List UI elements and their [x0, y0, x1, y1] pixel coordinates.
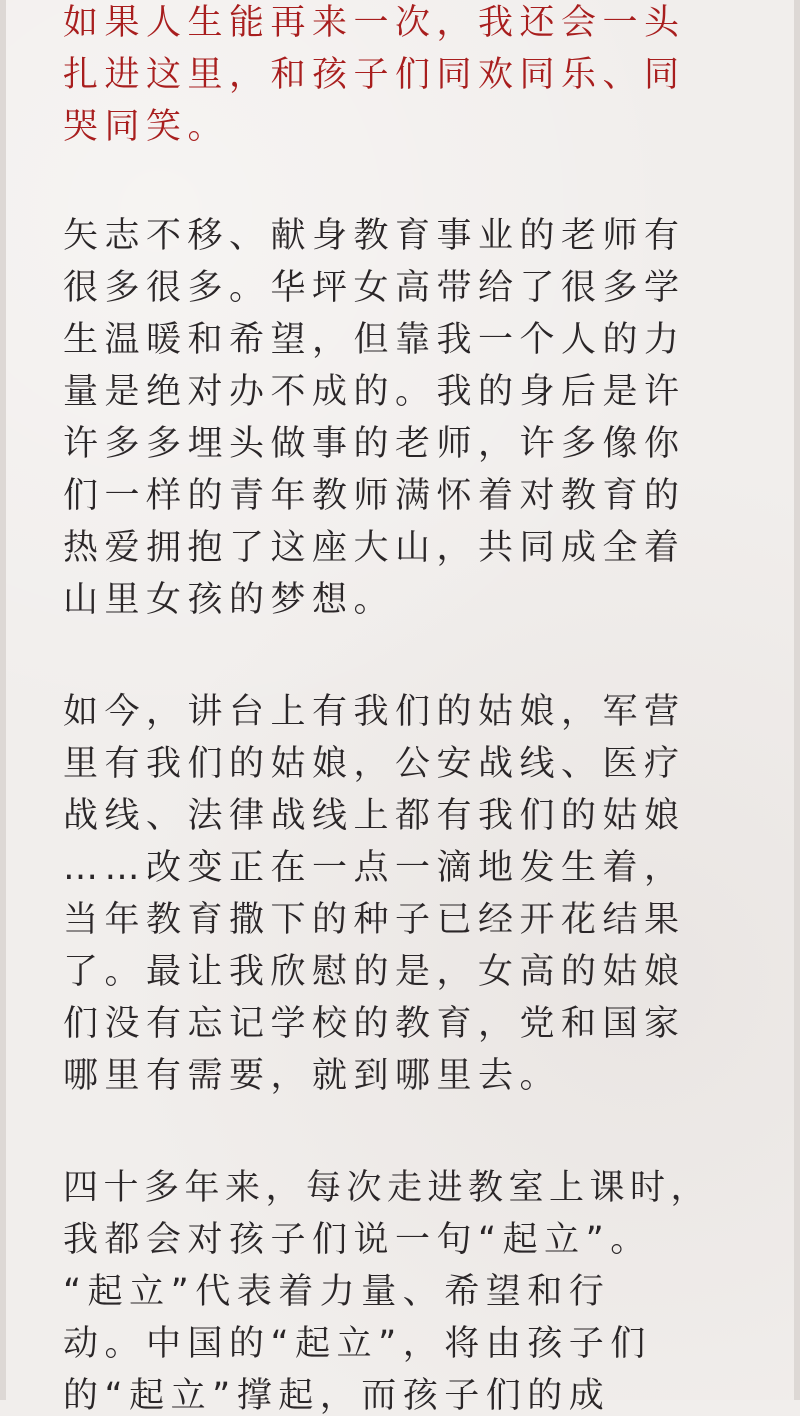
paragraph-line: 很多很多。华坪女高带给了很多学	[63, 268, 686, 308]
paragraph-line: 许多多埋头做事的老师，许多像你	[63, 424, 686, 464]
paragraph-line: 哪里有需要，就到哪里去。	[63, 1056, 562, 1096]
paragraph-line: 们一样的青年教师满怀着对教育的	[63, 476, 686, 516]
paragraph-line: 战线、法律战线上都有我们的姑娘	[63, 796, 686, 836]
paragraph-line: 生温暖和希望，但靠我一个人的力	[63, 320, 686, 360]
paragraph-line: 动。中国的“起立”，将由孩子们	[63, 1324, 652, 1364]
page-edge-right	[794, 0, 800, 1400]
page-edge-left	[0, 0, 6, 1400]
paragraph-line: ……改变正在一点一滴地发生着，	[63, 848, 686, 888]
quote-line: 扎进这里，和孩子们同欢同乐、同	[63, 55, 686, 95]
paragraph-line: 矢志不移、献身教育事业的老师有	[63, 216, 686, 256]
paragraph-line: 热爱拥抱了这座大山，共同成全着	[63, 528, 686, 568]
paragraph-line: “起立”代表着力量、希望和行	[63, 1272, 611, 1312]
paragraph-line: 了。最让我欣慰的是，女高的姑娘	[63, 952, 686, 992]
paragraph-line: 的“起立”撑起，而孩子们的成	[63, 1376, 611, 1416]
paragraph-line: 如今，讲台上有我们的姑娘，军营	[63, 692, 686, 732]
paragraph-line: 们没有忘记学校的教育，党和国家	[63, 1004, 686, 1044]
paragraph-line: 四十多年来，每次走进教室上课时，	[63, 1168, 712, 1208]
paragraph-line: 当年教育撒下的种子已经开花结果	[63, 900, 686, 940]
paragraph-line: 里有我们的姑娘，公安战线、医疗	[63, 744, 686, 784]
paragraph-line: 量是绝对办不成的。我的身后是许	[63, 372, 686, 412]
quote-line: 如果人生能再来一次，我还会一头	[63, 3, 686, 43]
paragraph-line: 我都会对孩子们说一句“起立”。	[63, 1220, 652, 1260]
quote-line: 哭同笑。	[63, 107, 230, 147]
paragraph-line: 山里女孩的梦想。	[63, 580, 396, 620]
